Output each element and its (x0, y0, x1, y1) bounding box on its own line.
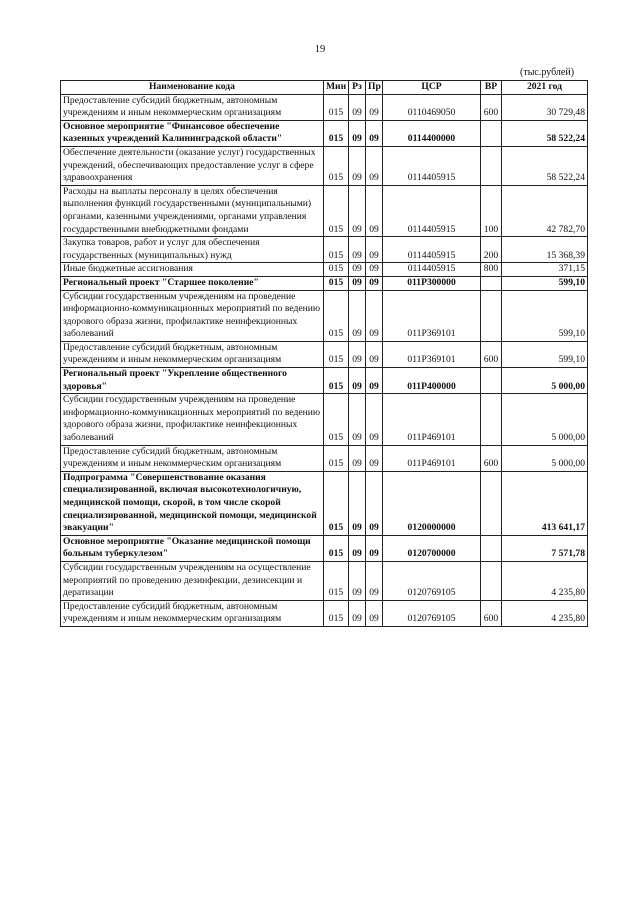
row-rz: 09 (349, 290, 366, 341)
row-amount: 599,10 (502, 276, 588, 290)
row-amount: 30 729,48 (502, 94, 588, 120)
row-rz: 09 (349, 120, 366, 146)
table-row (61, 471, 588, 535)
row-pr: 09 (366, 341, 383, 367)
table-row (61, 561, 588, 600)
row-rz: 09 (349, 471, 366, 535)
header-row (61, 81, 588, 95)
row-rz: 09 (349, 368, 366, 394)
row-pr: 09 (366, 276, 383, 290)
row-amount: 371,15 (502, 263, 588, 277)
row-csr: 011P469101 (383, 394, 481, 445)
row-name: Предоставление субсидий бюджетным, автономным учреждениям и иным некоммерческим организациям (61, 445, 324, 471)
row-csr: 011P300000 (383, 276, 481, 290)
row-vr (481, 368, 502, 394)
row-vr: 200 (481, 237, 502, 263)
row-pr: 09 (366, 394, 383, 445)
row-min: 015 (324, 561, 349, 600)
row-amount: 7 571,78 (502, 535, 588, 561)
row-vr (481, 120, 502, 146)
row-name: Подпрограмма "Совершенствование оказания специализированной, включая высокотехнологичную, медицинской помощи, скорой, в том числе скорой специализированной, медицинской помощи, медицинской эвакуации" (61, 471, 324, 535)
row-csr: 0120769105 (383, 561, 481, 600)
row-name: Субсидии государственным учреждениям на проведение информационно-коммуникационных мероприятий по ведению здорового образа жизни, профилактике неинфекционных заболеваний (61, 290, 324, 341)
row-name: Расходы на выплаты персоналу в целях обеспечения выполнения функций государственными (муниципальными) органами, казенными учреждениями, органами управления государственными внебюджетными фондами (61, 185, 324, 236)
row-min: 015 (324, 290, 349, 341)
row-rz: 09 (349, 185, 366, 236)
row-csr: 0114400000 (383, 120, 481, 146)
table-row (61, 185, 588, 236)
row-amount: 15 368,39 (502, 237, 588, 263)
header-csr: ЦСР (383, 81, 481, 95)
row-min: 015 (324, 535, 349, 561)
row-min: 015 (324, 600, 349, 626)
row-amount: 4 235,80 (502, 600, 588, 626)
row-amount: 5 000,00 (502, 368, 588, 394)
table-row (61, 146, 588, 185)
row-vr (481, 394, 502, 445)
row-vr (481, 471, 502, 535)
row-csr: 0114405915 (383, 146, 481, 185)
row-csr: 0114405915 (383, 237, 481, 263)
row-vr: 600 (481, 341, 502, 367)
row-vr: 100 (481, 185, 502, 236)
table-row (61, 237, 588, 263)
table-row (61, 394, 588, 445)
row-csr: 0120769105 (383, 600, 481, 626)
row-name: Основное мероприятие "Финансовое обеспечение казенных учреждений Калининградской области" (61, 120, 324, 146)
table-row (61, 290, 588, 341)
row-name: Предоставление субсидий бюджетным, автономным учреждениям и иным некоммерческим организациям (61, 94, 324, 120)
row-name: Предоставление субсидий бюджетным, автономным учреждениям и иным некоммерческим организациям (61, 341, 324, 367)
row-csr: 011P369101 (383, 290, 481, 341)
row-pr: 09 (366, 237, 383, 263)
table-row (61, 263, 588, 277)
row-csr: 0120000000 (383, 471, 481, 535)
row-name: Предоставление субсидий бюджетным, автономным учреждениям и иным некоммерческим организациям (61, 600, 324, 626)
row-min: 015 (324, 471, 349, 535)
row-min: 015 (324, 394, 349, 445)
table-row (61, 600, 588, 626)
row-amount: 5 000,00 (502, 445, 588, 471)
row-pr: 09 (366, 185, 383, 236)
row-rz: 09 (349, 535, 366, 561)
row-pr: 09 (366, 471, 383, 535)
row-name: Региональный проект "Укрепление общественного здоровья" (61, 368, 324, 394)
row-rz: 09 (349, 561, 366, 600)
header-rz: Рз (349, 81, 366, 95)
row-min: 015 (324, 263, 349, 277)
row-pr: 09 (366, 146, 383, 185)
row-vr (481, 290, 502, 341)
row-csr: 0120700000 (383, 535, 481, 561)
row-pr: 09 (366, 290, 383, 341)
row-rz: 09 (349, 445, 366, 471)
header-pr: Пр (366, 81, 383, 95)
row-amount: 42 782,70 (502, 185, 588, 236)
row-min: 015 (324, 94, 349, 120)
row-pr: 09 (366, 120, 383, 146)
row-min: 015 (324, 146, 349, 185)
row-amount: 58 522,24 (502, 120, 588, 146)
row-pr: 09 (366, 263, 383, 277)
row-csr: 011P469101 (383, 445, 481, 471)
row-amount: 599,10 (502, 290, 588, 341)
page-number: 19 (314, 44, 326, 55)
row-min: 015 (324, 276, 349, 290)
table-row (61, 445, 588, 471)
row-vr: 600 (481, 600, 502, 626)
row-rz: 09 (349, 276, 366, 290)
row-pr: 09 (366, 561, 383, 600)
row-pr: 09 (366, 535, 383, 561)
row-name: Основное мероприятие "Оказание медицинской помощи больным туберкулезом" (61, 535, 324, 561)
row-name: Субсидии государственным учреждениям на проведение информационно-коммуникационных мероприятий по ведению здорового образа жизни, профилактике неинфекционных заболеваний (61, 394, 324, 445)
header-min: Мин (324, 81, 349, 95)
row-min: 015 (324, 120, 349, 146)
row-csr: 011P400000 (383, 368, 481, 394)
row-vr (481, 146, 502, 185)
header-year: 2021 год (502, 81, 588, 95)
row-amount: 5 000,00 (502, 394, 588, 445)
row-amount: 599,10 (502, 341, 588, 367)
budget-table (60, 80, 588, 627)
row-vr: 600 (481, 445, 502, 471)
row-amount: 413 641,17 (502, 471, 588, 535)
table-row (61, 276, 588, 290)
row-min: 015 (324, 237, 349, 263)
row-pr: 09 (366, 600, 383, 626)
row-csr: 0110469050 (383, 94, 481, 120)
units-label: (тыс.рублей) (520, 67, 575, 78)
row-name: Закупка товаров, работ и услуг для обеспечения государственных (муниципальных) нужд (61, 237, 324, 263)
row-rz: 09 (349, 94, 366, 120)
row-csr: 0114405915 (383, 263, 481, 277)
row-pr: 09 (366, 445, 383, 471)
row-vr (481, 561, 502, 600)
table-row (61, 120, 588, 146)
table-row (61, 535, 588, 561)
row-amount: 4 235,80 (502, 561, 588, 600)
table-row (61, 94, 588, 120)
row-rz: 09 (349, 394, 366, 445)
row-csr: 0114405915 (383, 185, 481, 236)
row-vr (481, 276, 502, 290)
row-pr: 09 (366, 368, 383, 394)
header-vr: ВР (481, 81, 502, 95)
table-row (61, 368, 588, 394)
row-rz: 09 (349, 146, 366, 185)
row-name: Иные бюджетные ассигнования (61, 263, 324, 277)
row-vr: 800 (481, 263, 502, 277)
row-min: 015 (324, 368, 349, 394)
row-rz: 09 (349, 263, 366, 277)
row-name: Региональный проект "Старшее поколение" (61, 276, 324, 290)
row-name: Обеспечение деятельности (оказание услуг) государственных учреждений, обеспечивающих предоставление услуг в сфере здравоохранения (61, 146, 324, 185)
row-name: Субсидии государственным учреждениям на осуществление мероприятий по проведению дезинфекции, дезинсекции и дератизации (61, 561, 324, 600)
header-name: Наименование кода (61, 81, 324, 95)
row-pr: 09 (366, 94, 383, 120)
row-rz: 09 (349, 341, 366, 367)
row-rz: 09 (349, 237, 366, 263)
row-min: 015 (324, 185, 349, 236)
row-min: 015 (324, 341, 349, 367)
table-row (61, 341, 588, 367)
row-rz: 09 (349, 600, 366, 626)
row-vr: 600 (481, 94, 502, 120)
row-csr: 011P369101 (383, 341, 481, 367)
row-min: 015 (324, 445, 349, 471)
row-amount: 58 522,24 (502, 146, 588, 185)
row-vr (481, 535, 502, 561)
